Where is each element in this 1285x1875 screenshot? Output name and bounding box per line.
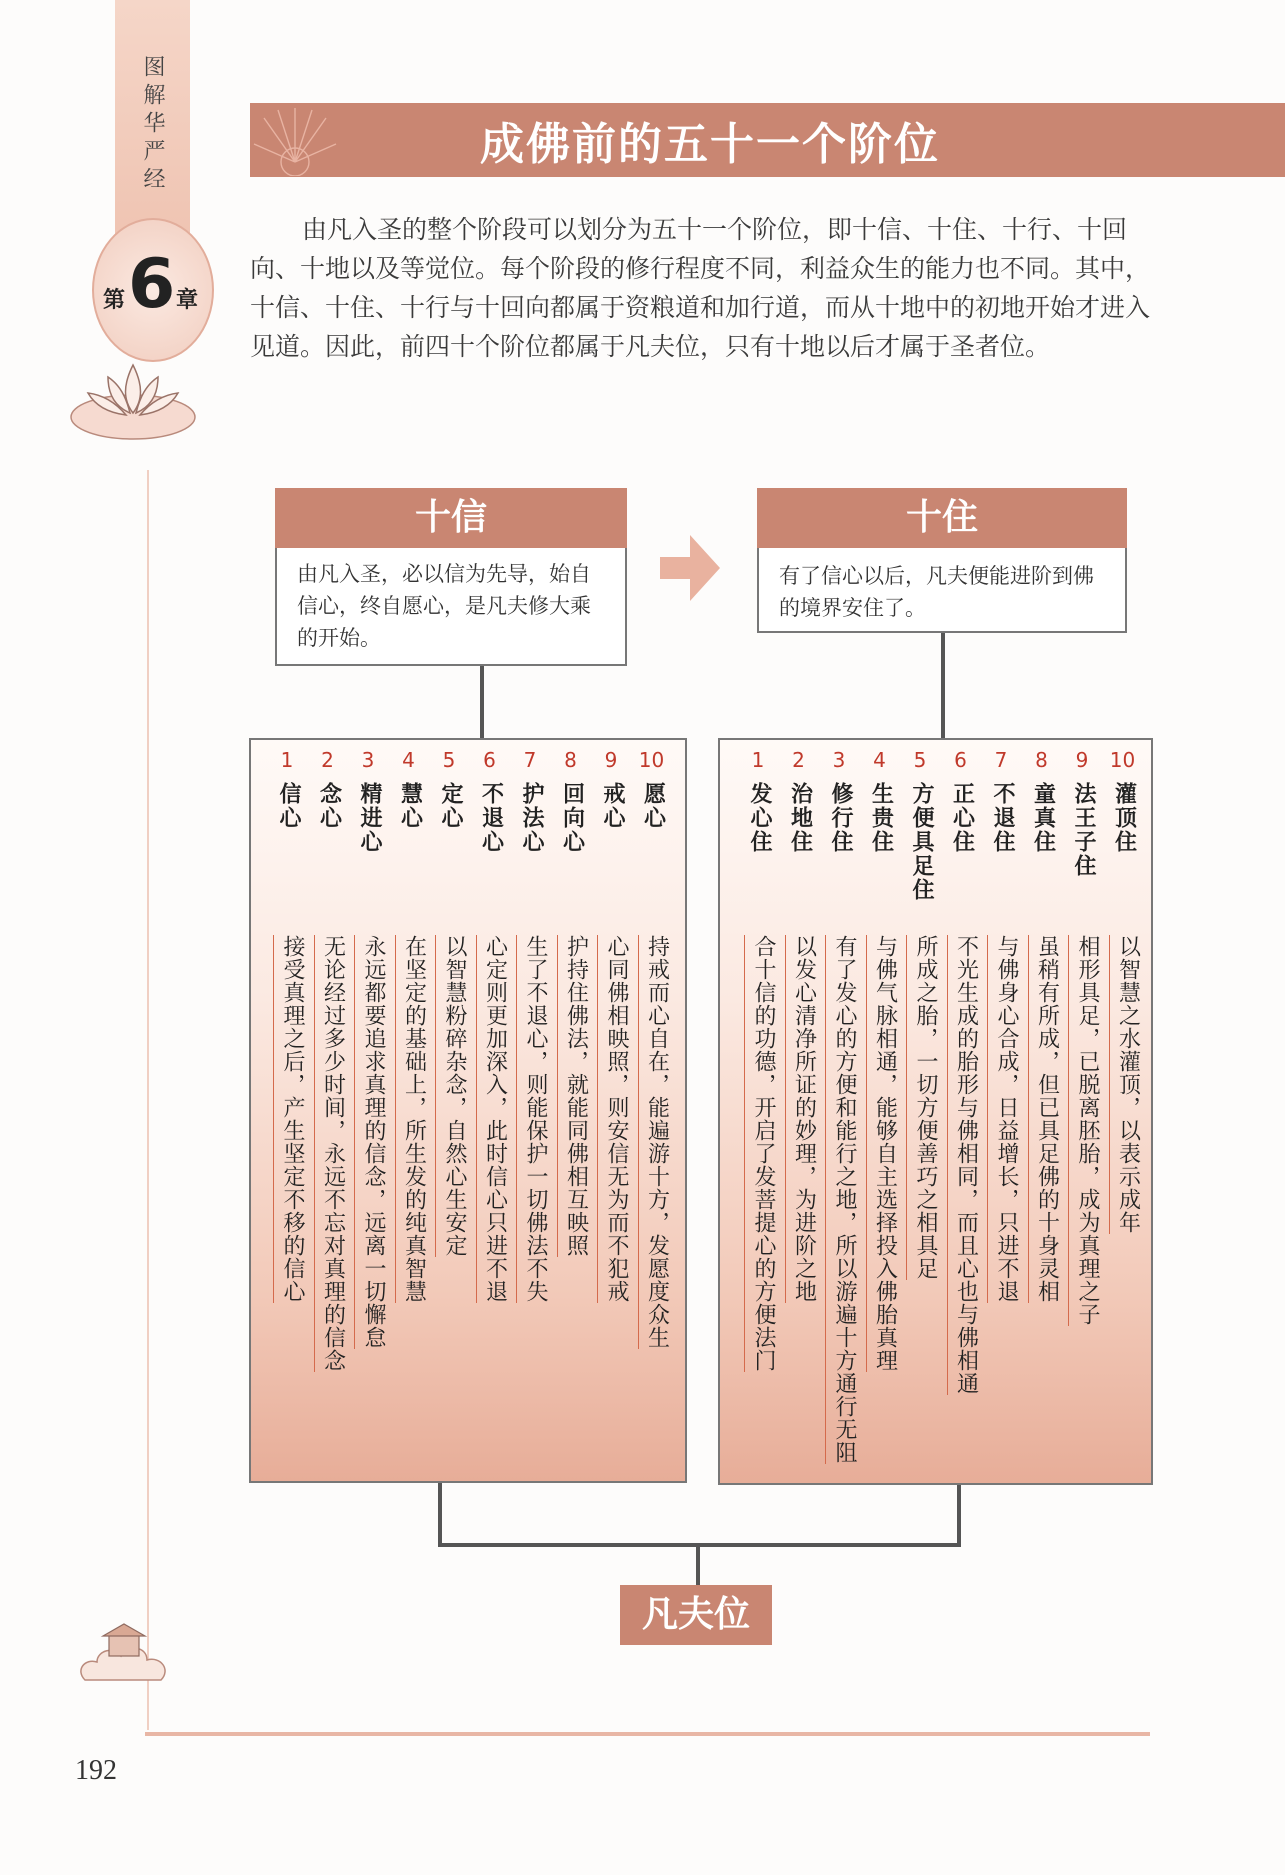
chapter-number: 6 [128,245,176,324]
stage-number: 3 [361,748,375,772]
stage-name: 愿心 [640,782,666,830]
stage-column [591,740,631,1481]
stage-column [429,740,469,1481]
stage-name: 生贵住 [868,782,894,854]
stage-name: 回向心 [559,782,585,854]
footer-rule [145,1732,1150,1736]
stage-column [738,740,778,1483]
shixin-panel [249,738,687,1483]
group-description-shixin: 由凡入圣，必以信为先导，始自信心，终自愿心，是凡夫修大乘的开始。 [275,548,627,666]
chapter-prefix: 第 [103,288,126,313]
intro-paragraph: 由凡入圣的整个阶段可以划分为五十一个阶位，即十信、十住、十行、十回向、十地以及等觉位。每个阶段的修行程度不同，利益众生的能力也不同。其中，十信、十住、十行与十回向都属于资粮道和加行道，而从十地中的初地开始才进入见道。因此，前四十个阶位都属于凡夫位，只有十地以后才属于圣者位。 [250,215,1151,361]
stage-column [860,740,900,1483]
stage-name: 慧心 [397,782,423,830]
stage-column [819,740,859,1483]
stage-column [267,740,307,1481]
stage-number: 1 [751,748,765,772]
stage-column [981,740,1021,1483]
stage-description: 不光生成的胎形与佛相同，而且心也与佛相通 [947,935,980,1395]
stage-description: 永远都要追求真理的信念，远离一切懈怠 [354,935,387,1349]
stage-description: 与佛身心合成，日益增长，只进不退 [987,935,1020,1303]
group-description-shizhu: 有了信心以后，凡夫便能进阶到佛的境界安住了。 [757,548,1127,633]
stage-number: 1 [280,748,294,772]
stage-description: 有了发心的方便和能行之地，所以游遍十方通行无阻 [825,935,858,1464]
stage-number: 6 [483,748,496,772]
stage-number: 2 [792,748,805,772]
stage-name: 护法心 [519,782,544,854]
stage-column [900,740,940,1483]
connector-center [696,1545,700,1585]
connector-right-top [941,633,945,738]
page-title: 成佛前的五十一个阶位 [480,119,940,170]
stage-number: 6 [954,748,967,772]
stage-column [510,740,550,1481]
stage-description: 心同佛相映照，则安信无为而不犯戒 [597,935,630,1303]
stage-description: 接受真理之后，产生坚定不移的信心 [273,935,306,1303]
margin-line [147,470,149,1730]
stage-name: 不退住 [990,782,1015,854]
stage-column [1062,740,1102,1483]
stage-column [1022,740,1062,1483]
stage-description: 以发心清净所证的妙理，为进阶之地 [785,935,818,1303]
stage-number: 5 [913,748,927,772]
cloud-ornament-icon [75,1620,175,1700]
stage-column [348,740,388,1481]
stage-column [1103,740,1143,1483]
stage-name: 发心住 [747,782,772,854]
fanfu-label: 凡夫位 [620,1585,772,1645]
connector-left-bottom [438,1483,442,1545]
stage-description: 以智慧粉碎杂念，自然心生安定 [435,935,468,1257]
stage-number: 8 [564,748,577,772]
stage-name: 信心 [276,782,301,830]
stage-number: 4 [402,748,415,772]
stage-column [632,740,672,1481]
stage-number: 9 [1075,748,1089,772]
lotus-icon [68,355,198,445]
stage-number: 7 [523,748,537,772]
stage-description: 在坚定的基础上，所生发的纯真智慧 [395,935,428,1303]
stage-description: 合十信的功德，开启了发菩提心的方便法门 [744,935,777,1372]
stage-name: 念心 [316,782,342,830]
stage-column [779,740,819,1483]
stage-column [389,740,429,1481]
stage-description: 虽稍有所成，但已具足佛的十身灵相 [1028,935,1061,1303]
right-arrow-icon [660,535,720,601]
stage-number: 5 [442,748,456,772]
stage-name: 治地住 [787,782,813,854]
stage-description: 生了不退心，则能保护一切佛法不失 [516,935,549,1303]
stage-name: 法王子住 [1071,782,1096,878]
group-header-shizhu: 十住 [757,488,1127,548]
stage-number: 10 [638,748,665,772]
stage-column [551,740,591,1481]
stage-description: 心定则更加深入，此时信心只进不退 [476,935,509,1303]
connector-right-bottom [957,1485,961,1545]
stage-number: 4 [873,748,886,772]
stage-description: 与佛气脉相通，能够自主选择投入佛胎真理 [866,935,899,1372]
connector-left-top [480,666,484,738]
stage-description: 无论经过多少时间，永远不忘对真理的信念 [314,935,347,1372]
page-number: 192 [75,1755,117,1786]
chapter-suffix: 章 [176,288,199,313]
stage-description: 持戒而心自在，能遍游十方，发愿度众生 [638,935,671,1349]
stage-name: 戒心 [600,782,625,830]
stage-name: 童真住 [1030,782,1056,854]
group-header-shixin: 十信 [275,488,627,548]
stage-description: 以智慧之水灌顶，以表示成年 [1109,935,1142,1234]
stage-column [308,740,348,1481]
stage-number: 2 [321,748,334,772]
stage-number: 9 [604,748,618,772]
book-title: 图解华严经 [140,55,165,195]
stage-name: 灌顶住 [1111,782,1137,854]
stage-number: 10 [1109,748,1136,772]
stage-column [470,740,510,1481]
stage-description: 所成之胎，一切方便善巧之相具足 [906,935,939,1280]
stage-name: 方便具足住 [909,782,934,902]
stage-description: 护持住佛法，就能同佛相互映照 [557,935,590,1257]
stage-number: 3 [832,748,846,772]
stage-name: 定心 [438,782,463,830]
shizhu-panel [718,738,1153,1485]
stage-name: 不退心 [478,782,504,854]
stage-number: 8 [1035,748,1048,772]
sunburst-icon [252,104,338,176]
stage-name: 正心住 [949,782,975,854]
stage-number: 7 [994,748,1008,772]
stage-name: 精进心 [357,782,382,854]
stage-description: 相形具足，已脱离胚胎，成为真理之子 [1068,935,1101,1326]
stage-name: 修行住 [828,782,853,854]
stage-column [941,740,981,1483]
